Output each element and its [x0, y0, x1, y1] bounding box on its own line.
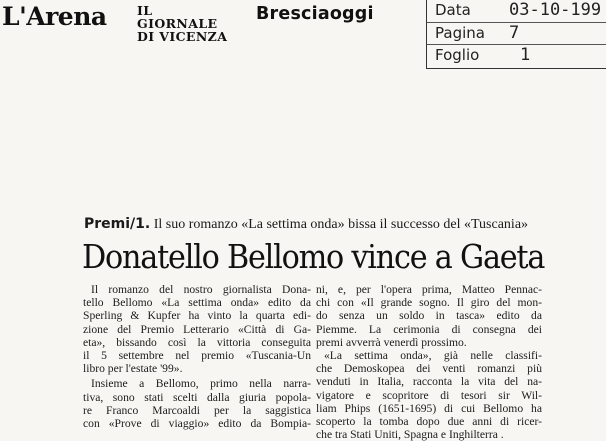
newspaper-logo-vicenza: [137, 4, 237, 43]
newspaper-logo-brescia: Bresciaoggi: [256, 4, 374, 24]
kicker-label: Premi/1.: [84, 216, 151, 232]
body-line: «La settima onda», già nelle classifi-: [324, 349, 542, 363]
body-line: tello Bellomo «La settima onda» edito da: [83, 296, 311, 310]
meta-row-data: [427, 0, 606, 22]
kicker-text: Il suo romanzo «La settima onda» bissa il successo del «Tuscania»: [150, 217, 529, 232]
meta-foglio-label: Foglio: [435, 46, 480, 64]
body-line: tiva, sono stati scelti dalla giuria popola-: [83, 390, 311, 404]
meta-pagina-label: Pagina: [435, 24, 485, 42]
meta-foglio-value: 1: [520, 45, 531, 65]
body-line: re Franco Marcoaldi per la saggistica: [83, 403, 311, 417]
body-line: chi con «Il grande sogno. Il giro del mon-: [316, 296, 542, 310]
body-line: Piemme. La cerimonia di consegna dei: [316, 322, 542, 336]
body-line: ni, e, per l'opera prima, Matteo Pennac-: [316, 283, 542, 296]
newspaper-logo-arena: L'Arena: [2, 2, 107, 31]
article-column-right: [316, 283, 542, 441]
meta-data-label: Data: [435, 1, 471, 19]
clipping-meta-box: [426, 0, 606, 69]
meta-row-pagina: [427, 22, 606, 45]
body-line: zione del Premio Letterario «Città di Ga-: [83, 322, 311, 336]
article-column-left: [83, 283, 311, 430]
meta-pagina-value: 7: [509, 23, 520, 43]
body-line: do senza un soldo in tasca» edito da: [316, 309, 542, 323]
body-line: Sperling & Kupfer ha vinto la quarta edi-: [83, 309, 311, 323]
body-line: il 5 settembre nel premio «Tuscania-Un: [83, 349, 311, 363]
meta-row-foglio: [427, 44, 606, 67]
meta-data-value: 03-10-199: [509, 0, 602, 20]
vicenza-logo-line-1: IL GIORNALE: [137, 3, 218, 31]
body-line: liam Phips (1651-1695) di cui Bellomo ha: [316, 401, 542, 415]
body-line: libro per l'estate '99».: [83, 362, 183, 376]
body-line: premi avverrà venerdì prossimo.: [316, 335, 467, 349]
body-line: Insieme a Bellomo, primo nella narra-: [91, 377, 311, 391]
body-line: eta», bissando così la vittoria conseguita: [83, 335, 311, 349]
body-line: vigatore e scopritore di tesori sir Wil-: [316, 388, 542, 402]
vicenza-logo-line-2: DI VICENZA: [137, 29, 228, 44]
body-line: scoperto la tomba dopo due anni di ricer-: [316, 415, 542, 429]
body-line: Il romanzo del nostro giornalista Dona-: [91, 283, 311, 296]
masthead: [0, 0, 430, 44]
article-headline: Donatello Bellomo vince a Gaeta: [82, 238, 545, 276]
body-line: venduti in Italia, racconta la vita del na-: [316, 375, 542, 389]
body-line: con «Prove di viaggio» edito da Bompia-: [83, 417, 311, 431]
body-line: che tra Stati Uniti, Spagna e Inghilterra .: [316, 428, 504, 441]
article-kicker: [84, 216, 544, 233]
body-line: che Demoskopea dei venti romanzi più: [316, 362, 542, 376]
